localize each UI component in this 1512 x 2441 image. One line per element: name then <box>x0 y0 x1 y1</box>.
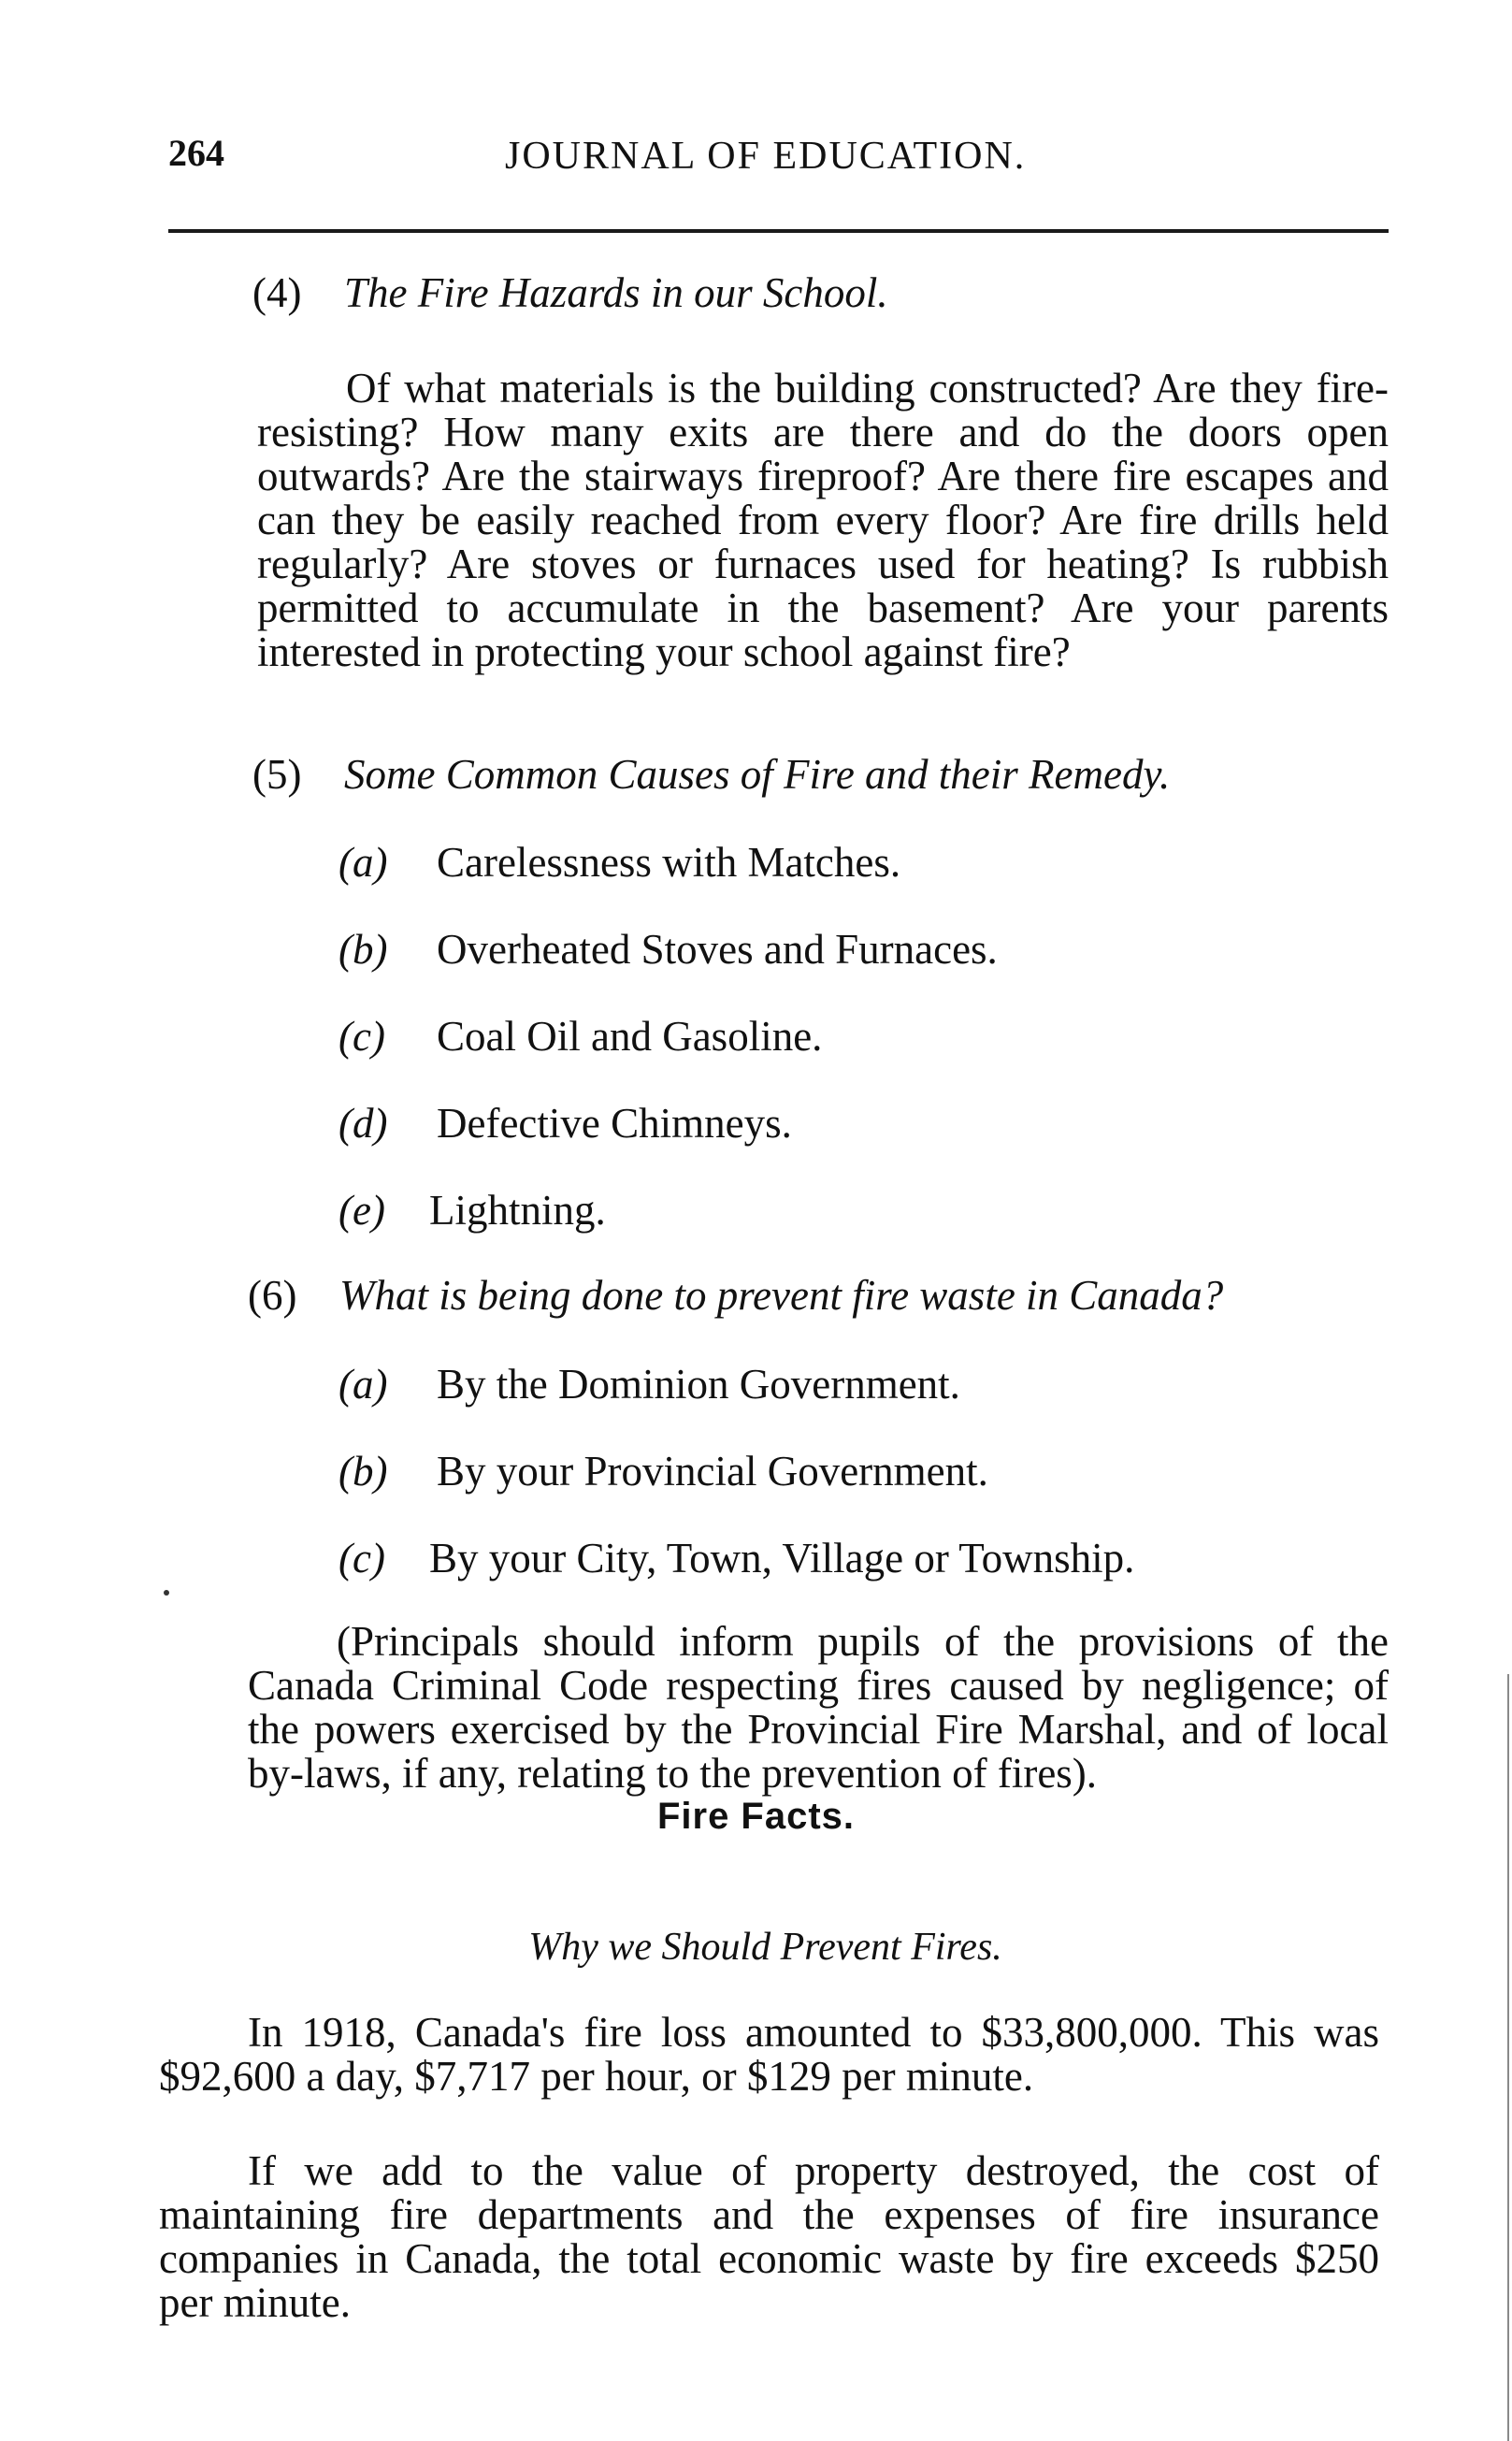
list-item-letter: (d) <box>338 1100 388 1147</box>
list-item-text: Overheated Stoves and Furnaces. <box>437 926 998 973</box>
fire-facts-heading: Fire Facts. <box>656 1796 856 1837</box>
list-item-text: By your Provincial Government. <box>437 1448 988 1495</box>
list-item <box>338 926 998 973</box>
list-item <box>338 1187 606 1234</box>
section-4-number: (4) <box>252 269 302 316</box>
list-item-text: Coal Oil and Gasoline. <box>437 1013 823 1060</box>
section-4-heading <box>252 271 888 315</box>
section-5-title: Some Common Causes of Fire and their Remedy. <box>344 751 1171 798</box>
fire-loss-paragraph: In 1918, Canada's fire loss amounted to $33,800,000. This was $92,600 a day, $7,717 per hour, or $129 per minute. <box>159 2009 1379 2100</box>
list-item <box>338 839 900 886</box>
list-item-text: Defective Chimneys. <box>437 1100 792 1147</box>
section-6-heading <box>248 1274 1223 1318</box>
header-rule <box>168 229 1389 233</box>
page-edge-line <box>1507 1674 1509 2441</box>
list-item-text: By your City, Town, Village or Township. <box>429 1535 1135 1582</box>
page-number: 264 <box>168 132 224 174</box>
fire-facts-subheading: Why we Should Prevent Fires. <box>528 1926 1002 1969</box>
list-item-letter: (c) <box>338 1013 385 1060</box>
list-item-letter: (b) <box>338 1448 388 1495</box>
list-item <box>338 1535 1134 1582</box>
list-item <box>338 1448 988 1495</box>
running-title: JOURNAL OF EDUCATION. <box>505 135 1027 178</box>
list-item-letter: (a) <box>338 839 388 886</box>
section-4-paragraph: Of what materials is the building constructed? Are they fire-resisting? How many exits are there and do the doors open outwards? Are the stairways fireproof? Are there fire escapes and can they be easily reached from every floor? Are fire drills held regularly? Are stoves or furnaces used for heating? Is rubbish permitted to accumulate in the basement? Are your parents interested in protecting your school against fire? <box>257 365 1389 675</box>
margin-mark <box>164 1590 169 1596</box>
list-item-letter: (b) <box>338 926 388 973</box>
list-item-letter: (a) <box>338 1361 388 1408</box>
section-5-number: (5) <box>252 751 302 798</box>
list-item-text: Lightning. <box>429 1187 606 1234</box>
section-4-title: The Fire Hazards in our School. <box>344 269 888 316</box>
list-item-letter: (e) <box>338 1187 385 1234</box>
list-item <box>338 1013 822 1060</box>
section-5-heading <box>252 753 1170 797</box>
section-6-title: What is being done to prevent fire waste in Canada? <box>339 1272 1224 1319</box>
list-item-letter: (c) <box>338 1535 385 1582</box>
list-item-text: By the Dominion Government. <box>437 1361 960 1408</box>
list-item <box>338 1361 960 1408</box>
list-item-text: Carelessness with Matches. <box>437 839 901 886</box>
list-item <box>338 1100 792 1147</box>
economic-waste-paragraph: If we add to the value of property destroyed, the cost of maintaining fire departments and the expenses of fire insurance companies in Canada, the total economic waste by fire exceeds $250 per minute. <box>159 2147 1379 2326</box>
section-6-number: (6) <box>248 1272 297 1319</box>
principals-note: (Principals should inform pupils of the provisions of the Canada Criminal Code respecting fires caused by negligence; of the powers exercised by the Provincial Fire Marshal, and of local by-laws, if any, relating to the prevention of fires). <box>248 1618 1389 1797</box>
